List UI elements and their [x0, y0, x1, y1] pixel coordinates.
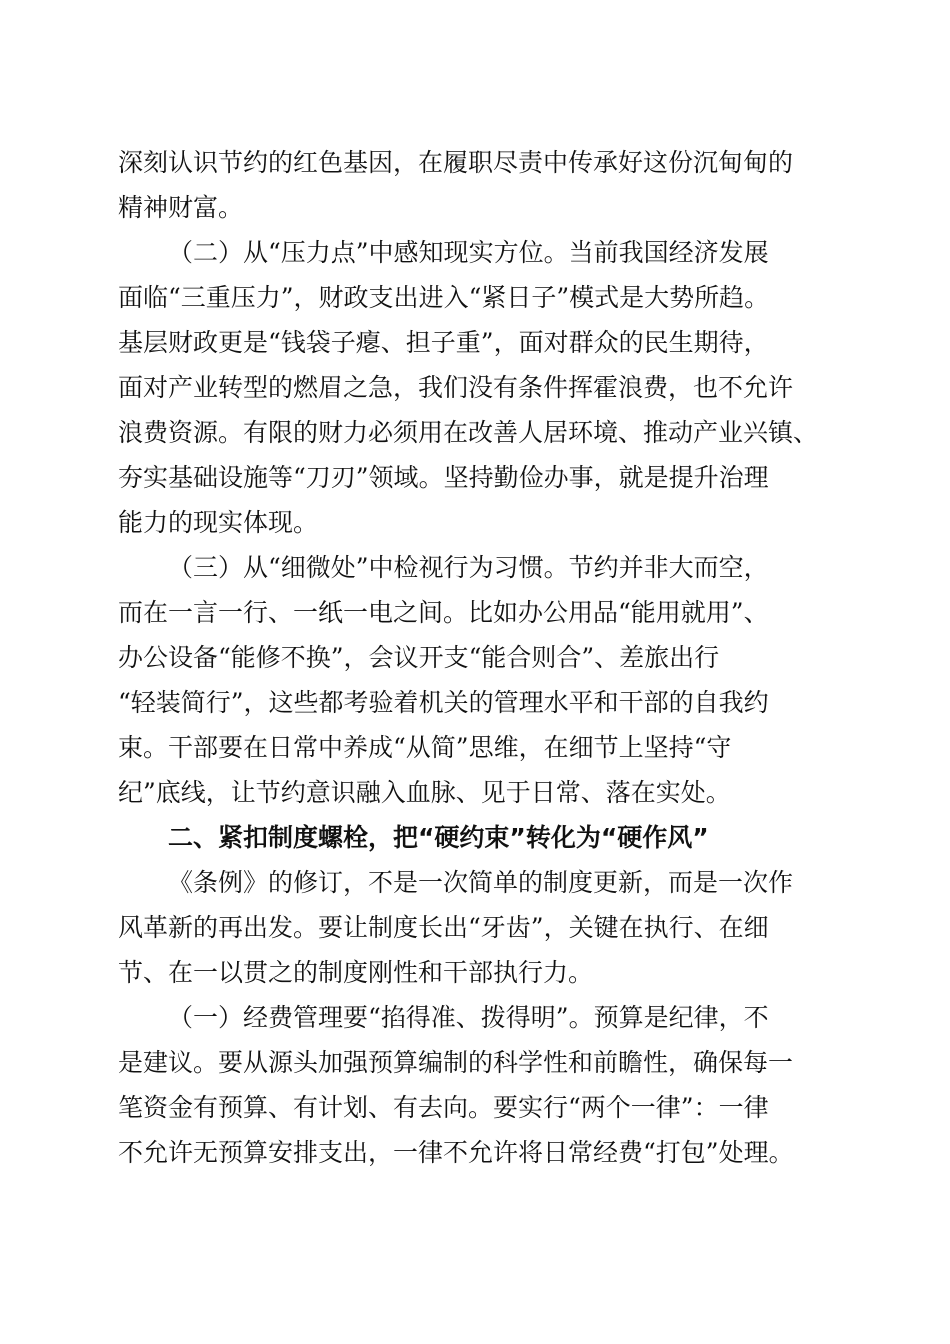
text-line: 办公设备“能修不换”，会议开支“能合则合”、差旅出行: [118, 643, 720, 672]
section-heading: 二、紧扣制度螺栓，把“硬约束”转化为“硬作风”: [168, 823, 709, 852]
text-line: 笔资金有预算、有计划、有去向。要实行“两个一律”：一律: [118, 1093, 769, 1122]
text-line: （二）从“压力点”中感知现实方位。当前我国经济发展: [168, 238, 769, 267]
text-line: 面对产业转型的燃眉之急，我们没有条件挥霍浪费，也不允许: [118, 373, 794, 402]
text-line: 深刻认识节约的红色基因，在履职尽责中传承好这份沉甸甸的: [118, 148, 794, 177]
text-line: 浪费资源。有限的财力必须用在改善人居环境、推动产业兴镇、: [118, 418, 819, 447]
text-line: 纪”底线，让节约意识融入血脉、见于日常、落在实处。: [118, 778, 731, 807]
text-line: 节、在一以贯之的制度刚性和干部执行力。: [118, 958, 594, 987]
text-line: 面临“三重压力”，财政支出进入“紧日子”模式是大势所趋。: [118, 283, 770, 312]
text-line: 束。干部要在日常中养成“从简”思维，在细节上坚持“守: [118, 733, 732, 762]
text-line: 不允许无预算安排支出，一律不允许将日常经费“打包”处理。: [118, 1138, 794, 1167]
text-line: “轻装简行”，这些都考验着机关的管理水平和干部的自我约: [118, 688, 769, 717]
text-line: 基层财政更是“钱袋子瘪、担子重”，面对群众的民生期待，: [118, 328, 769, 357]
text-line: 《条例》的修订，不是一次简单的制度更新，而是一次作: [168, 868, 794, 897]
text-line: 能力的现实体现。: [118, 508, 319, 537]
text-line: 精神财富。: [118, 193, 244, 222]
text-line: 风革新的再出发。要让制度长出“牙齿”，关键在执行、在细: [118, 913, 769, 942]
text-line: （一）经费管理要“掐得准、拨得明”。预算是纪律，不: [168, 1003, 769, 1032]
text-line: （三）从“细微处”中检视行为习惯。节约并非大而空，: [168, 553, 769, 582]
text-line: 是建议。要从源头加强预算编制的科学性和前瞻性，确保每一: [118, 1048, 794, 1077]
document-body: [118, 140, 838, 1175]
text-line: 而在一言一行、一纸一电之间。比如办公用品“能用就用”、: [118, 598, 769, 627]
text-line: 夯实基础设施等“刀刃”领域。坚持勤俭办事，就是提升治理: [118, 463, 769, 492]
